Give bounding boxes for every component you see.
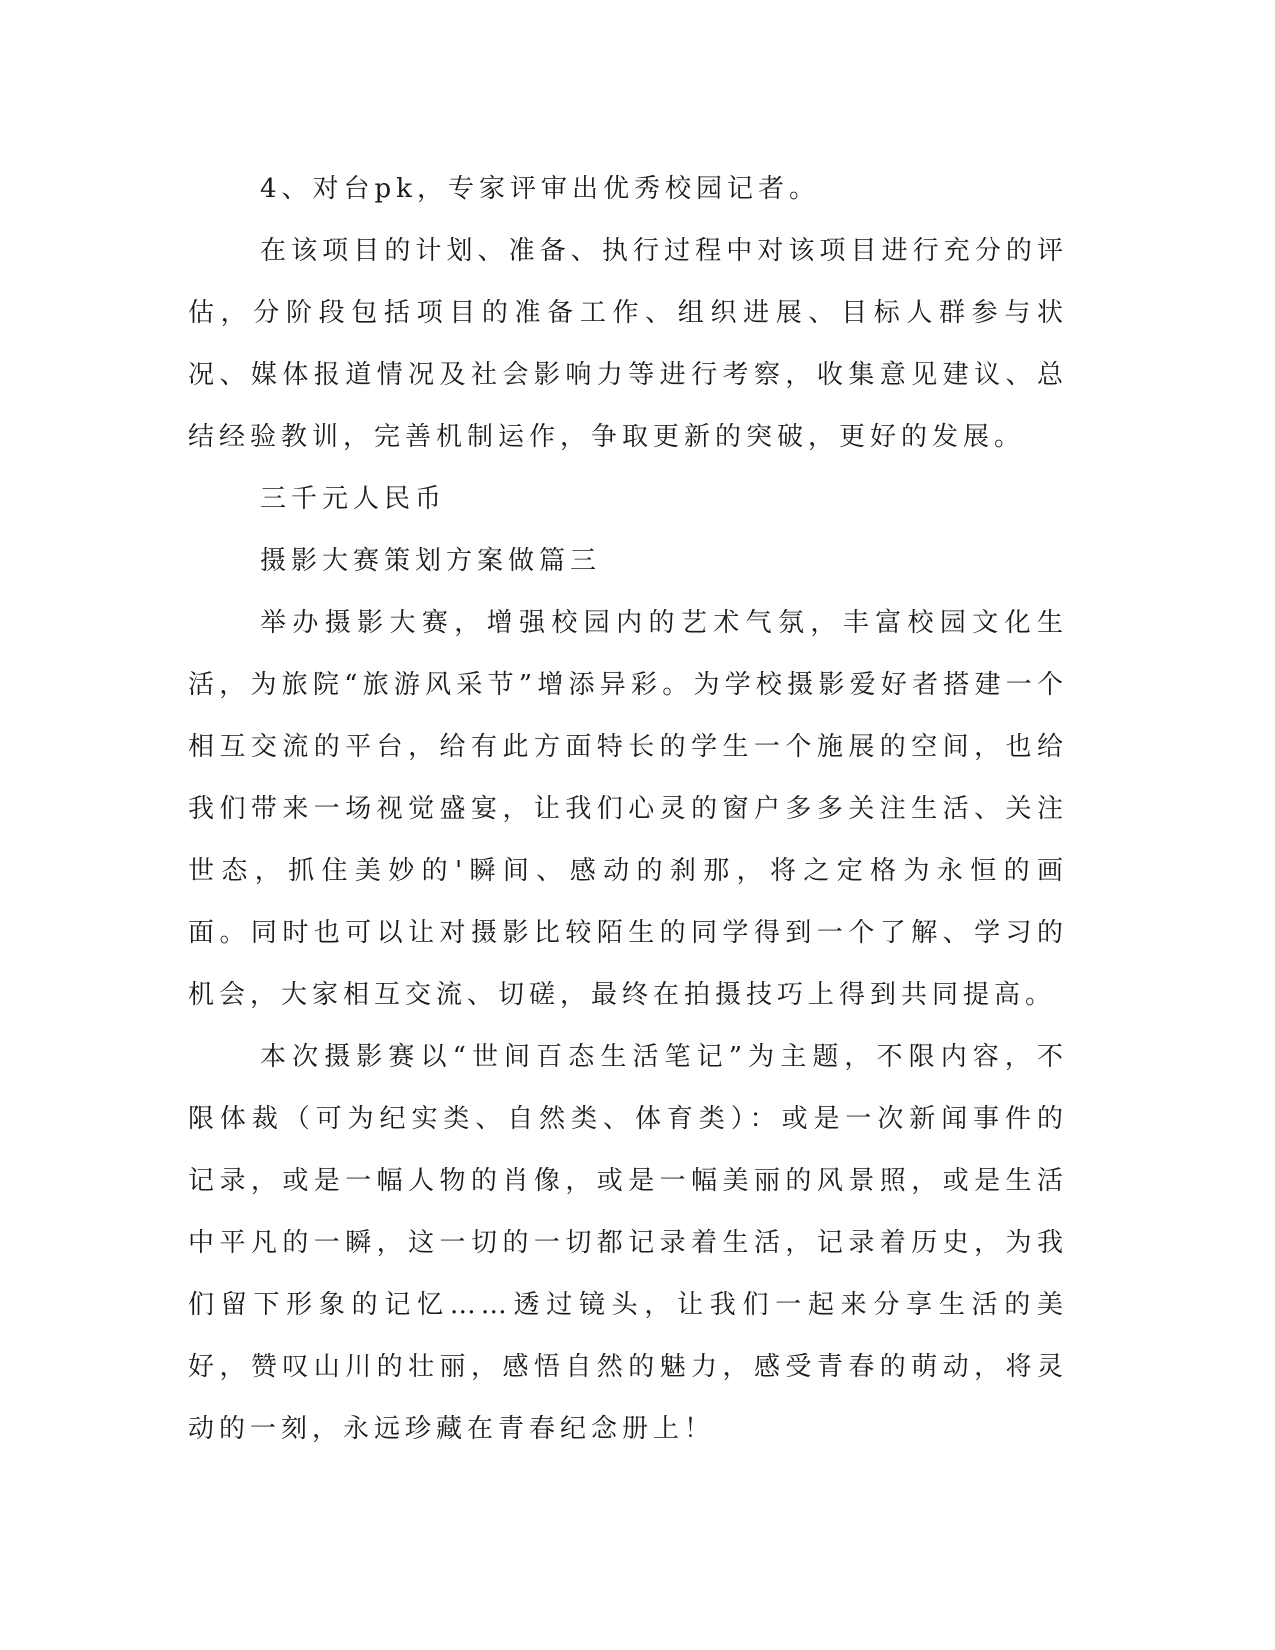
paragraph-theme: 本次摄影赛以“世间百态生活笔记”为主题，不限内容，不限体裁（可为纪实类、自然类、体育类）：或是一次新闻事件的记录，或是一幅人物的肖像，或是一幅美丽的风景照，或是生活中平凡的一瞬，这一切的一切都记录着生活，记录着历史，为我们留下形象的记忆……透过镜头，让我们一起来分享生活的美好，赞叹山川的壮丽，感悟自然的魅力，感受青春的萌动，将灵动的一刻，永远珍藏在青春纪念册上！ (188, 1042, 1068, 1444)
paragraph-item-4: 4、对台pk，专家评审出优秀校园记者。 (260, 174, 820, 204)
paragraph-evaluation: 在该项目的计划、准备、执行过程中对该项目进行充分的评估，分阶段包括项目的准备工作、组织进展、目标人群参与状况、媒体报道情况及社会影响力等进行考察，收集意见建议、总结经验教训，完善机制运作，争取更新的突破，更好的发展。 (188, 236, 1068, 452)
section-title: 摄影大赛策划方案做篇三 (260, 546, 602, 576)
paragraph-prize-amount: 三千元人民币 (260, 484, 447, 514)
document-body (188, 158, 1068, 1460)
paragraph-purpose: 举办摄影大赛，增强校园内的艺术气氛，丰富校园文化生活，为旅院“旅游风采节”增添异彩。为学校摄影爱好者搭建一个相互交流的平台，给有此方面特长的学生一个施展的空间，也给我们带来一场视觉盛宴，让我们心灵的窗户多多关注生活、关注世态，抓住美妙的'瞬间、感动的刹那，将之定格为永恒的画面。同时也可以让对摄影比较陌生的同学得到一个了解、学习的机会，大家相互交流、切磋，最终在拍摄技巧上得到共同提高。 (188, 608, 1068, 1010)
